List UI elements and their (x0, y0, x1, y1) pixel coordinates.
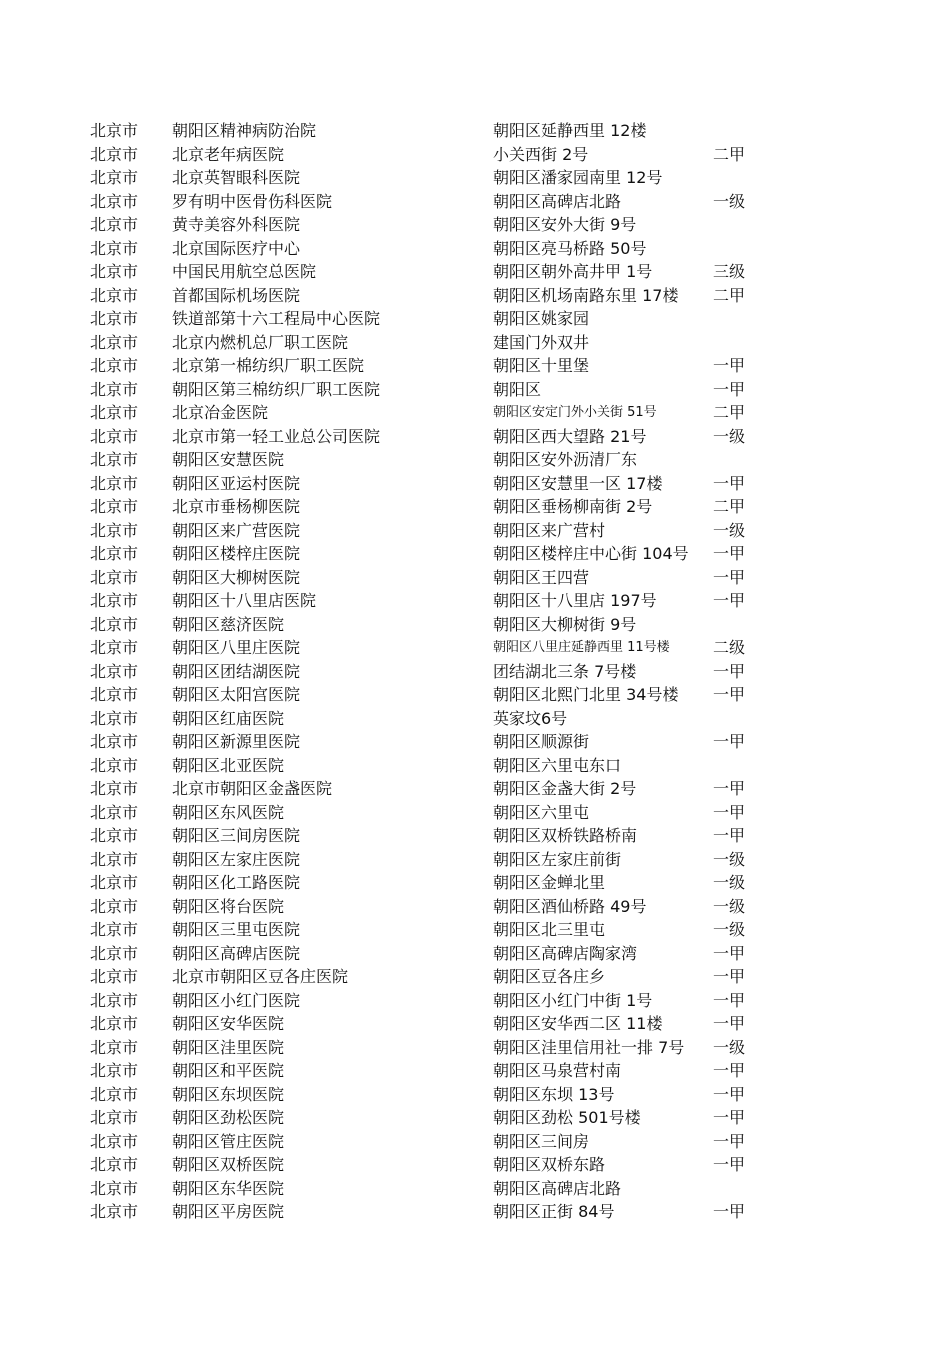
hospital-name-cell: 朝阳区慈济医院 (172, 614, 285, 634)
address-cell: 朝阳区王四营 (493, 567, 590, 587)
level-cell: 一甲 (713, 802, 746, 822)
city-cell: 北京市 (90, 168, 139, 187)
hospital-name-cell: 朝阳区三间房医院 (172, 826, 301, 845)
hospital-name-cell: 朝阳区东风医院 (172, 802, 285, 822)
city-cell: 北京市 (90, 920, 139, 939)
hospital-name-cell: 朝阳区和平医院 (172, 1061, 285, 1080)
city-cell: 北京市 (90, 685, 139, 704)
city-cell: 北京市 (90, 426, 139, 446)
address-cell: 朝阳区东坝 13号 (493, 1084, 615, 1104)
address-cell: 朝阳区朝外高井甲 1号 (493, 262, 653, 281)
table-row (90, 1059, 790, 1083)
city-cell: 北京市 (90, 285, 139, 305)
level-cell: 一甲 (713, 1014, 746, 1033)
hospital-name-cell: 首都国际机场医院 (172, 285, 301, 305)
address-cell: 建国门外双井 (493, 332, 590, 352)
level-cell: 一级 (713, 873, 746, 892)
address-cell: 朝阳区酒仙桥路 49号 (493, 896, 647, 916)
hospital-name-cell: 朝阳区双桥医院 (172, 1155, 285, 1174)
city-cell: 北京市 (90, 826, 139, 845)
hospital-name-cell: 朝阳区管庄医院 (172, 1131, 285, 1151)
level-cell: 一级 (713, 520, 746, 540)
city-cell: 北京市 (90, 403, 139, 422)
city-cell: 北京市 (90, 849, 139, 869)
table-row (90, 401, 790, 425)
city-cell: 北京市 (90, 1202, 139, 1221)
table-row (90, 1036, 790, 1060)
address-cell: 朝阳区姚家园 (493, 309, 590, 328)
level-cell: 一甲 (713, 685, 746, 704)
address-cell: 朝阳区机场南路东里 17楼 (493, 285, 679, 305)
level-cell: 一甲 (713, 826, 746, 845)
table-row (90, 824, 790, 848)
hospital-name-cell: 朝阳区化工路医院 (172, 873, 301, 892)
city-cell: 北京市 (90, 802, 139, 822)
hospital-name-cell: 北京英智眼科医院 (172, 168, 301, 187)
hospital-name-cell: 朝阳区亚运村医院 (172, 473, 301, 493)
address-cell: 朝阳区双桥铁路桥南 (493, 826, 638, 845)
city-cell: 北京市 (90, 262, 139, 281)
table-row (90, 801, 790, 825)
hospital-name-cell: 朝阳区安华医院 (172, 1014, 285, 1033)
table-row (90, 213, 790, 237)
city-cell: 北京市 (90, 1155, 139, 1174)
table-row (90, 989, 790, 1013)
hospital-name-cell: 朝阳区洼里医院 (172, 1037, 285, 1057)
city-cell: 北京市 (90, 544, 139, 563)
city-cell: 北京市 (90, 1084, 139, 1104)
city-cell: 北京市 (90, 896, 139, 916)
address-cell: 朝阳区顺源街 (493, 732, 590, 751)
hospital-name-cell: 朝阳区楼梓庄医院 (172, 544, 301, 563)
table-row (90, 425, 790, 449)
city-cell: 北京市 (90, 779, 139, 798)
hospital-name-cell: 北京第一棉纺织厂职工医院 (172, 356, 365, 375)
city-cell: 北京市 (90, 379, 139, 399)
city-cell: 北京市 (90, 356, 139, 375)
table-row (90, 119, 790, 143)
address-cell: 朝阳区安外大街 9号 (493, 215, 637, 234)
city-cell: 北京市 (90, 967, 139, 986)
address-cell: 朝阳区亮马桥路 50号 (493, 238, 647, 258)
table-row (90, 918, 790, 942)
address-cell: 朝阳区高碑店北路 (493, 1178, 622, 1198)
city-cell: 北京市 (90, 191, 139, 211)
level-cell: 一级 (713, 849, 746, 869)
city-cell: 北京市 (90, 567, 139, 587)
address-cell: 团结湖北三条 7号楼 (493, 661, 637, 681)
table-row (90, 495, 790, 519)
city-cell: 北京市 (90, 332, 139, 352)
city-cell: 北京市 (90, 215, 139, 234)
table-row (90, 1083, 790, 1107)
city-cell: 北京市 (90, 638, 139, 657)
city-cell: 北京市 (90, 661, 139, 681)
level-cell: 一级 (713, 426, 746, 446)
level-cell: 二级 (713, 638, 746, 657)
table-row (90, 683, 790, 707)
hospital-name-cell: 北京市垂杨柳医院 (172, 497, 301, 516)
table-row (90, 707, 790, 731)
city-cell: 北京市 (90, 1108, 139, 1127)
hospital-name-cell: 朝阳区平房医院 (172, 1202, 285, 1221)
hospital-name-cell: 北京冶金医院 (172, 403, 269, 422)
table-row (90, 895, 790, 919)
address-cell: 朝阳区 (493, 379, 542, 399)
table-row (90, 660, 790, 684)
table-row (90, 1106, 790, 1130)
table-row (90, 589, 790, 613)
level-cell: 一甲 (713, 732, 746, 751)
level-cell: 一级 (713, 920, 746, 939)
level-cell: 一甲 (713, 544, 746, 563)
hospital-name-cell: 中国民用航空总医院 (172, 262, 317, 281)
level-cell: 一级 (713, 1037, 746, 1057)
level-cell: 一甲 (713, 1108, 746, 1127)
table-row (90, 965, 790, 989)
address-cell: 朝阳区正街 84号 (493, 1202, 615, 1221)
city-cell: 北京市 (90, 520, 139, 540)
level-cell: 一甲 (713, 356, 746, 375)
city-cell: 北京市 (90, 497, 139, 516)
table-row (90, 237, 790, 261)
level-cell: 一甲 (713, 943, 746, 963)
address-cell: 英家坟6号 (493, 708, 568, 728)
hospital-name-cell: 北京市朝阳区金盏医院 (172, 779, 333, 798)
level-cell: 一甲 (713, 1131, 746, 1151)
address-cell: 朝阳区大柳树街 9号 (493, 614, 637, 634)
hospital-table (90, 119, 790, 1224)
address-cell: 朝阳区高碑店北路 (493, 191, 622, 211)
table-row (90, 871, 790, 895)
hospital-name-cell: 朝阳区大柳树医院 (172, 567, 301, 587)
city-cell: 北京市 (90, 591, 139, 610)
hospital-name-cell: 朝阳区十八里店医院 (172, 591, 317, 610)
table-row (90, 613, 790, 637)
address-cell: 朝阳区双桥东路 (493, 1155, 606, 1174)
hospital-name-cell: 朝阳区左家庄医院 (172, 849, 301, 869)
level-cell: 二甲 (713, 144, 746, 164)
address-cell: 朝阳区楼梓庄中心街 104号 (493, 544, 689, 563)
table-row (90, 848, 790, 872)
table-row (90, 730, 790, 754)
city-cell: 北京市 (90, 309, 139, 328)
table-row (90, 284, 790, 308)
table-row (90, 307, 790, 331)
address-cell: 朝阳区安定门外小关街 51号 (493, 405, 657, 420)
city-cell: 北京市 (90, 873, 139, 892)
level-cell: 三级 (713, 262, 746, 281)
level-cell: 一甲 (713, 1202, 746, 1221)
table-row (90, 472, 790, 496)
table-row (90, 1153, 790, 1177)
city-cell: 北京市 (90, 732, 139, 751)
table-row (90, 754, 790, 778)
hospital-name-cell: 朝阳区东华医院 (172, 1178, 285, 1198)
table-row (90, 542, 790, 566)
address-cell: 朝阳区六里屯东口 (493, 755, 622, 775)
address-cell: 朝阳区金蝉北里 (493, 873, 606, 892)
level-cell: 一甲 (713, 1084, 746, 1104)
address-cell: 朝阳区北三里屯 (493, 920, 606, 939)
address-cell: 朝阳区延静西里 12楼 (493, 121, 647, 140)
level-cell: 一甲 (713, 567, 746, 587)
table-row (90, 378, 790, 402)
hospital-name-cell: 北京老年病医院 (172, 144, 285, 164)
level-cell: 二甲 (713, 497, 746, 516)
city-cell: 北京市 (90, 614, 139, 634)
city-cell: 北京市 (90, 238, 139, 258)
table-row (90, 519, 790, 543)
hospital-name-cell: 朝阳区红庙医院 (172, 708, 285, 728)
address-cell: 朝阳区安外沥清厂东 (493, 450, 638, 469)
address-cell: 朝阳区安慧里一区 17楼 (493, 473, 663, 493)
city-cell: 北京市 (90, 121, 139, 140)
hospital-name-cell: 朝阳区小红门医院 (172, 990, 301, 1010)
level-cell: 一甲 (713, 473, 746, 493)
address-cell: 朝阳区潘家园南里 12号 (493, 168, 663, 187)
city-cell: 北京市 (90, 1061, 139, 1080)
hospital-name-cell: 朝阳区北亚医院 (172, 755, 285, 775)
address-cell: 朝阳区高碑店陶家湾 (493, 943, 638, 963)
address-cell: 朝阳区垂杨柳南街 2号 (493, 497, 653, 516)
table-row (90, 143, 790, 167)
level-cell: 一甲 (713, 591, 746, 610)
hospital-name-cell: 朝阳区安慧医院 (172, 450, 285, 469)
table-row (90, 1012, 790, 1036)
city-cell: 北京市 (90, 1014, 139, 1033)
city-cell: 北京市 (90, 990, 139, 1010)
table-row (90, 777, 790, 801)
table-row (90, 166, 790, 190)
city-cell: 北京市 (90, 144, 139, 164)
hospital-name-cell: 黄寺美容外科医院 (172, 215, 301, 234)
level-cell: 二甲 (713, 403, 746, 422)
address-cell: 朝阳区劲松 501号楼 (493, 1108, 641, 1127)
hospital-name-cell: 北京市第一轻工业总公司医院 (172, 426, 381, 446)
level-cell: 一甲 (713, 661, 746, 681)
level-cell: 二甲 (713, 285, 746, 305)
address-cell: 朝阳区六里屯 (493, 802, 590, 822)
hospital-name-cell: 朝阳区团结湖医院 (172, 661, 301, 681)
table-row (90, 260, 790, 284)
level-cell: 一甲 (713, 1061, 746, 1080)
address-cell: 朝阳区豆各庄乡 (493, 967, 606, 986)
address-cell: 朝阳区三间房 (493, 1131, 590, 1151)
hospital-name-cell: 铁道部第十六工程局中心医院 (172, 309, 381, 328)
hospital-name-cell: 北京国际医疗中心 (172, 238, 301, 258)
address-cell: 小关西街 2号 (493, 144, 589, 164)
level-cell: 一级 (713, 896, 746, 916)
hospital-name-cell: 北京市朝阳区豆各庄医院 (172, 967, 349, 986)
level-cell: 一甲 (713, 379, 746, 399)
hospital-name-cell: 罗有明中医骨伤科医院 (172, 191, 333, 211)
hospital-name-cell: 北京内燃机总厂职工医院 (172, 332, 349, 352)
address-cell: 朝阳区西大望路 21号 (493, 426, 647, 446)
hospital-name-cell: 朝阳区将台医院 (172, 896, 285, 916)
address-cell: 朝阳区十里堡 (493, 356, 590, 375)
address-cell: 朝阳区八里庄延静西里 11号楼 (493, 640, 670, 655)
address-cell: 朝阳区北熙门北里 34号楼 (493, 685, 679, 704)
address-cell: 朝阳区小红门中街 1号 (493, 990, 653, 1010)
city-cell: 北京市 (90, 1037, 139, 1057)
address-cell: 朝阳区来广营村 (493, 520, 606, 540)
address-cell: 朝阳区马泉营村南 (493, 1061, 622, 1080)
table-row (90, 1200, 790, 1224)
table-row (90, 942, 790, 966)
table-row (90, 1177, 790, 1201)
hospital-name-cell: 朝阳区劲松医院 (172, 1108, 285, 1127)
level-cell: 一甲 (713, 779, 746, 798)
hospital-name-cell: 朝阳区东坝医院 (172, 1084, 285, 1104)
hospital-name-cell: 朝阳区八里庄医院 (172, 638, 301, 657)
table-row (90, 354, 790, 378)
level-cell: 一甲 (713, 990, 746, 1010)
hospital-name-cell: 朝阳区精神病防治院 (172, 121, 317, 140)
address-cell: 朝阳区金盏大街 2号 (493, 779, 637, 798)
city-cell: 北京市 (90, 473, 139, 493)
hospital-name-cell: 朝阳区新源里医院 (172, 732, 301, 751)
city-cell: 北京市 (90, 450, 139, 469)
address-cell: 朝阳区左家庄前街 (493, 849, 622, 869)
level-cell: 一甲 (713, 1155, 746, 1174)
hospital-name-cell: 朝阳区来广营医院 (172, 520, 301, 540)
level-cell: 一甲 (713, 967, 746, 986)
table-row (90, 566, 790, 590)
address-cell: 朝阳区十八里店 197号 (493, 591, 657, 610)
city-cell: 北京市 (90, 708, 139, 728)
address-cell: 朝阳区洼里信用社一排 7号 (493, 1037, 685, 1057)
hospital-name-cell: 朝阳区高碑店医院 (172, 943, 301, 963)
table-row (90, 190, 790, 214)
table-row (90, 1130, 790, 1154)
hospital-name-cell: 朝阳区三里屯医院 (172, 920, 301, 939)
hospital-name-cell: 朝阳区太阳宫医院 (172, 685, 301, 704)
level-cell: 一级 (713, 191, 746, 211)
city-cell: 北京市 (90, 1178, 139, 1198)
table-row (90, 331, 790, 355)
table-row (90, 448, 790, 472)
city-cell: 北京市 (90, 943, 139, 963)
city-cell: 北京市 (90, 1131, 139, 1151)
city-cell: 北京市 (90, 755, 139, 775)
table-row (90, 636, 790, 660)
hospital-name-cell: 朝阳区第三棉纺织厂职工医院 (172, 379, 381, 399)
address-cell: 朝阳区安华西二区 11楼 (493, 1014, 663, 1033)
